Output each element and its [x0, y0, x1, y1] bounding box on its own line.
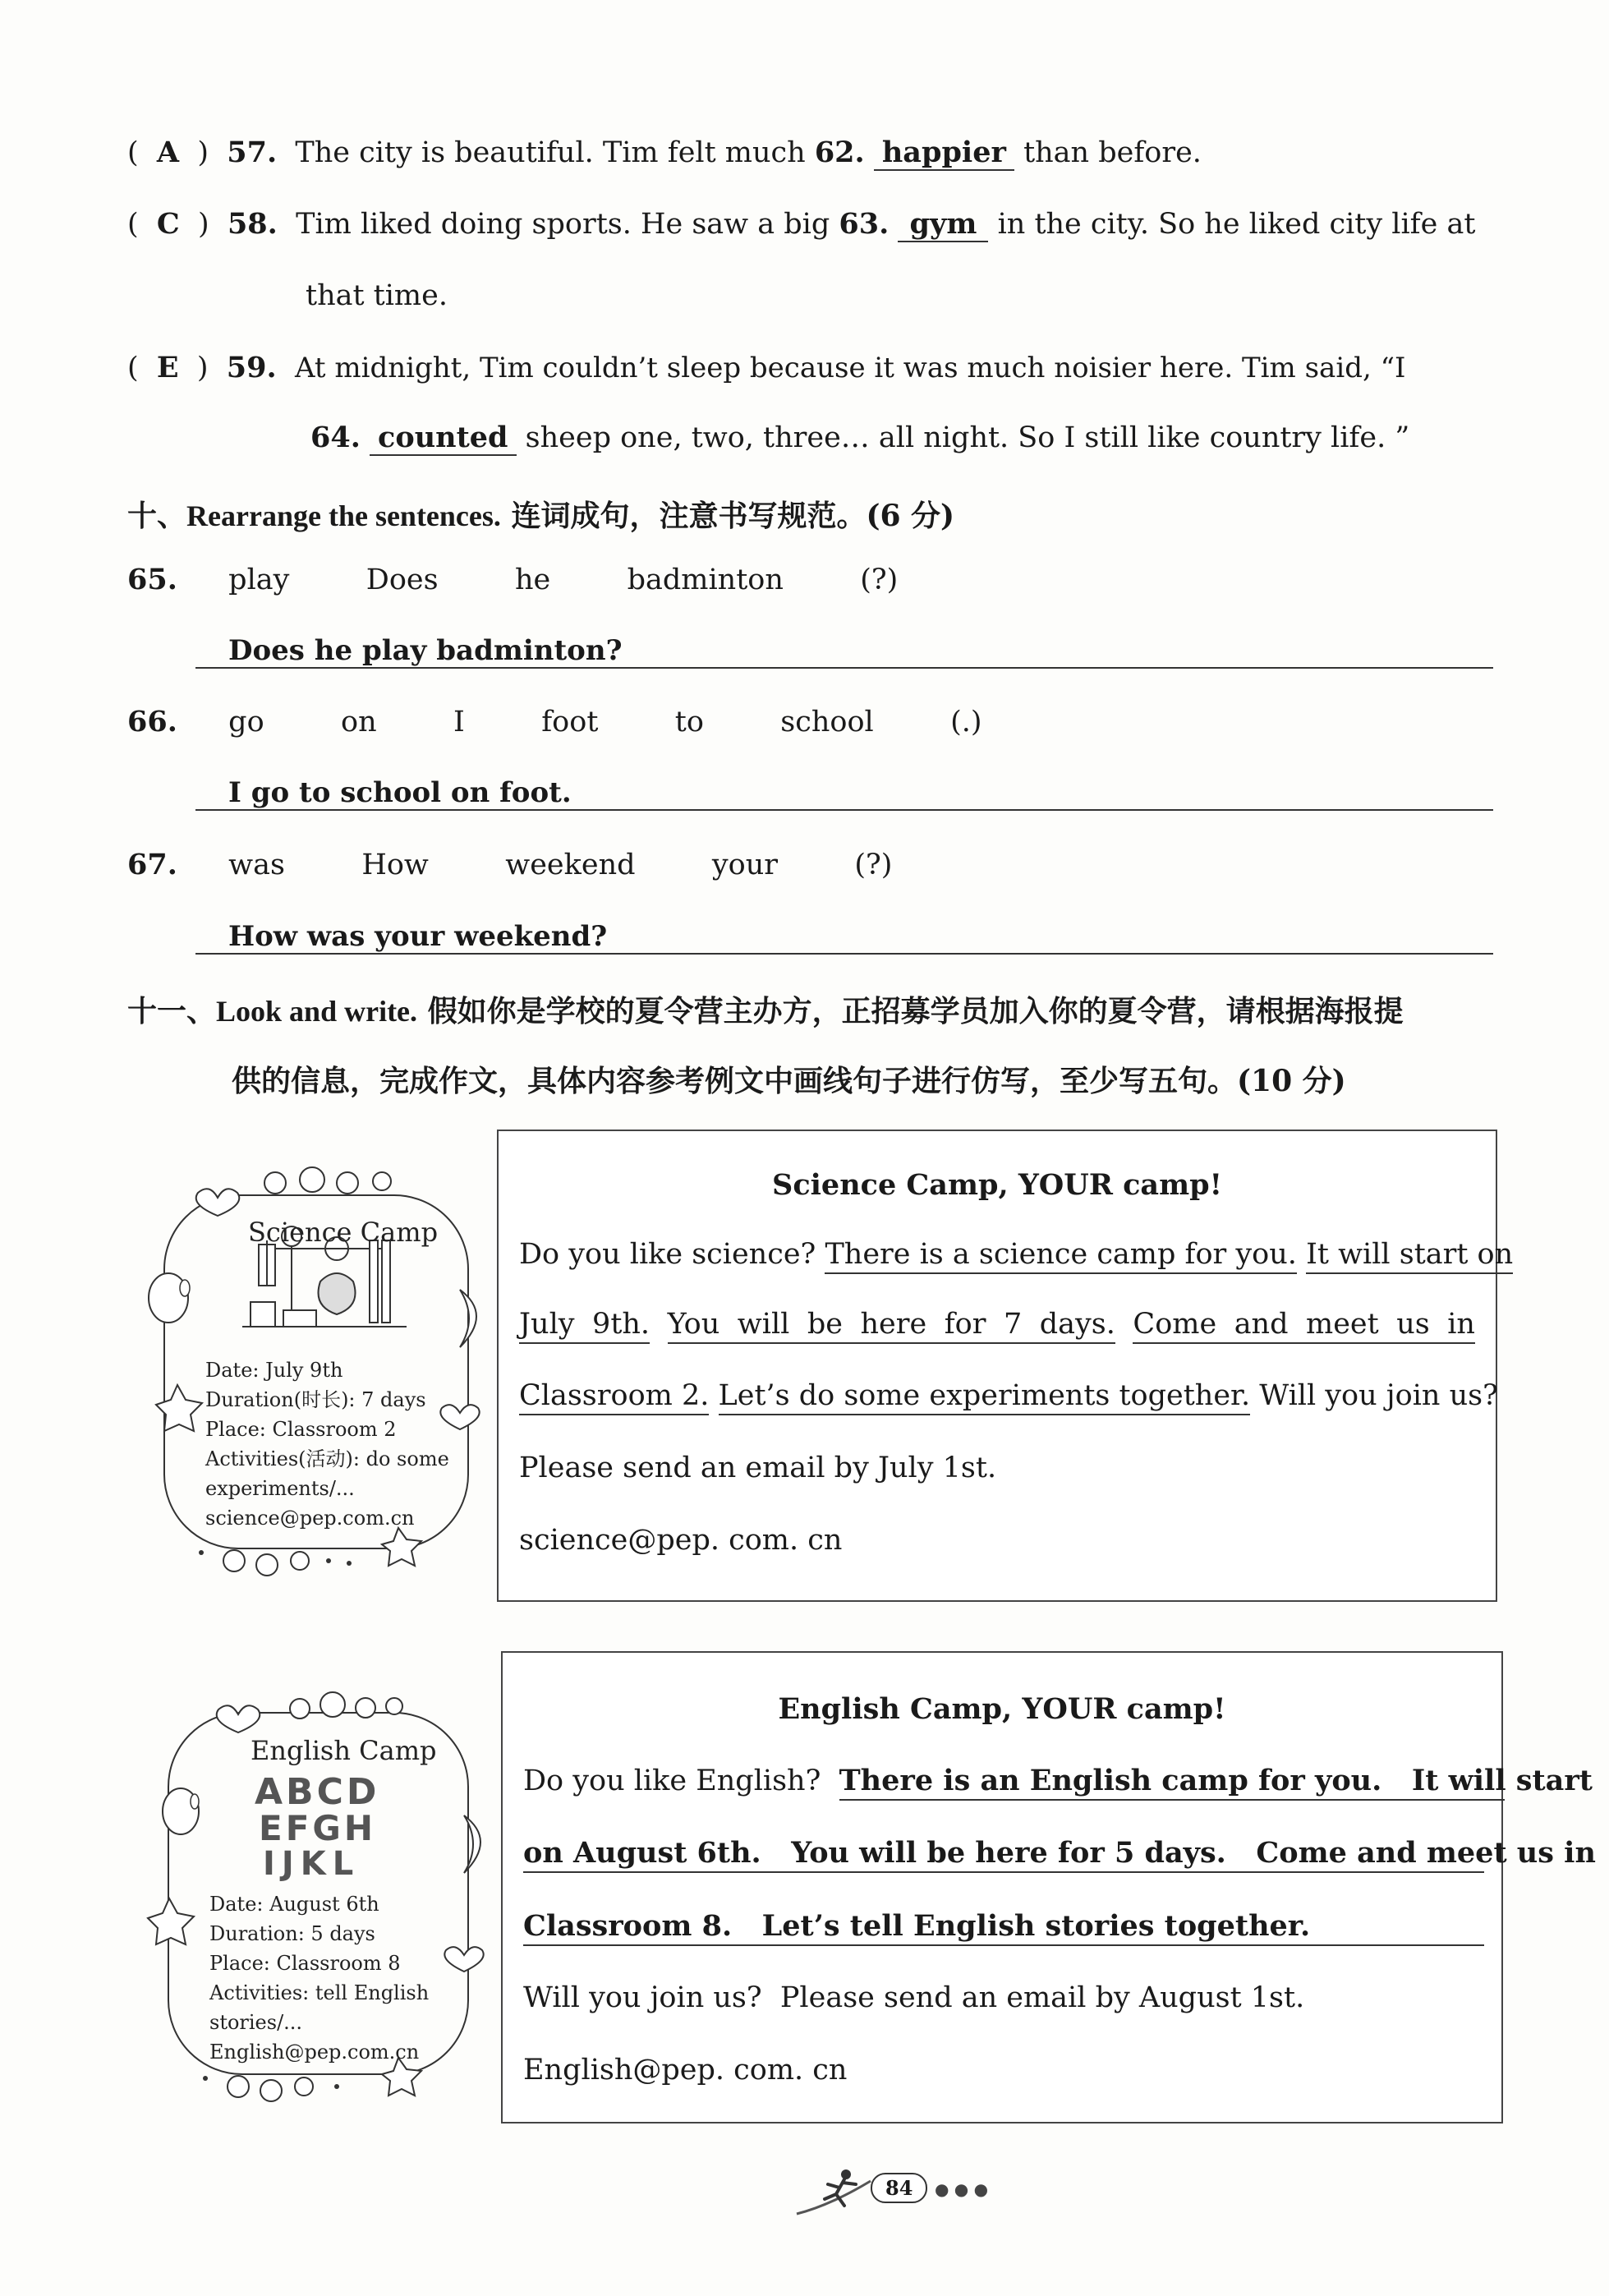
sentence-text: Tim liked doing sports. He saw a big — [296, 208, 839, 241]
section-label: 十、 — [127, 499, 187, 533]
answer-choice: C — [156, 207, 180, 241]
poster-activities-cont: stories/... — [209, 2011, 303, 2034]
section-title-en: Rearrange the sentences. — [186, 499, 501, 532]
page-footer — [788, 2165, 1002, 2222]
essay-line-5: science@pep. com. cn — [519, 1524, 843, 1557]
poster-activities: Activities: tell English — [209, 1981, 430, 2004]
poster-date: Date: July 9th — [205, 1359, 343, 1382]
sentence-text: The city is beautiful. Tim felt much — [295, 136, 815, 169]
essay-line-2: July 9th. You will be here for 7 days. Come and meet us in — [519, 1308, 1475, 1341]
item-58-continuation: that time. — [306, 279, 448, 312]
poster-activities: Activities(活动): do some — [205, 1447, 449, 1470]
question-number: 65. — [127, 563, 177, 596]
question-number: 67. — [127, 848, 177, 881]
poster-letters-row-3: IJKL — [263, 1845, 361, 1883]
poster-place: Place: Classroom 8 — [209, 1952, 401, 1975]
fill-in-answer: happier — [874, 136, 1014, 171]
poster-letters-row-1: ABCD — [255, 1771, 380, 1813]
science-camp-essay-box — [497, 1130, 1514, 1602]
science-camp-poster — [136, 1150, 497, 1594]
essay-line-3: Classroom 2. Let’s do some experiments together. Will you join us? — [519, 1379, 1475, 1412]
blank-number: 63. — [839, 207, 890, 241]
question-number: 59. — [226, 351, 277, 384]
essay-title: English Camp, YOUR camp! — [778, 1692, 1226, 1726]
item-57: ( A ) 57. The city is beautiful. Tim felt much 62. happier than before. — [127, 136, 1202, 169]
scrambled-words: was How weekend your (?) — [228, 849, 893, 881]
blank-number: 64. — [310, 421, 361, 454]
question-66 — [127, 705, 982, 738]
fill-in-answer: gym — [898, 207, 988, 242]
section-11-heading — [127, 988, 1404, 1030]
question-67 — [127, 848, 892, 881]
question-number: 58. — [227, 207, 278, 241]
item-58: ( C ) 58. Tim liked doing sports. He saw a big 63. gym in the city. So he liked city life at — [127, 207, 1476, 241]
sentence-text-after: than before. — [1023, 136, 1202, 169]
essay-line-4: Please send an email by July 1st. — [519, 1452, 997, 1484]
answer-choice: A — [156, 136, 180, 169]
essay-line-4: Will you join us? Please send an email by August 1st. — [523, 1981, 1305, 2014]
scrambled-words: play Does he badminton (?) — [228, 564, 899, 596]
sentence-text-after: sheep one, two, three… all night. So I still like country life. ” — [525, 421, 1410, 454]
section-title-cn: 假如你是学校的夏令营主办方，正招募学员加入你的夏令营，请根据海报提 — [417, 994, 1404, 1028]
poster-activities-cont: experiments/... — [205, 1477, 355, 1500]
item-59: ( E ) 59. At midnight, Tim couldn’t sleep because it was much noisier here. Tim said, “I — [127, 351, 1406, 384]
footer-dots: ● ● ● — [935, 2179, 989, 2199]
poster-email: English@pep.com.cn — [209, 2041, 420, 2064]
essay-line-3: Classroom 8. Let’s tell English stories together. — [523, 1909, 1481, 1946]
poster-title: English Camp — [251, 1735, 437, 1766]
section-title-en: Look and write. — [216, 995, 418, 1028]
answer-line — [195, 667, 1493, 669]
answer-66: I go to school on foot. — [228, 776, 572, 809]
essay-line-1: Do you like science? There is a science camp for you. It will start on — [519, 1238, 1475, 1271]
question-number: 66. — [127, 705, 177, 738]
english-camp-essay-box — [501, 1651, 1596, 2123]
section-10-heading — [127, 493, 954, 535]
sentence-text-after: in the city. So he liked city life at — [997, 208, 1476, 241]
page-number: 84 — [871, 2173, 927, 2203]
sentence-text: At midnight, Tim couldn’t sleep because it was much noisier here. Tim said, “I — [294, 352, 1406, 384]
essay-title: Science Camp, YOUR camp! — [772, 1168, 1222, 1202]
scrambled-words: go on I foot to school (.) — [228, 706, 982, 738]
poster-duration: Duration: 5 days — [209, 1922, 375, 1945]
poster-place: Place: Classroom 2 — [205, 1418, 397, 1441]
poster-letters-row-2: EFGH — [259, 1808, 377, 1848]
running-figure-icon — [788, 2165, 879, 2222]
answer-line — [195, 953, 1493, 955]
section-title-cn: 连词成句，注意书写规范。(6 分) — [500, 499, 955, 533]
fill-in-answer: counted — [370, 421, 516, 456]
answer-choice: E — [156, 351, 179, 384]
answer-line — [195, 809, 1493, 811]
essay-line-2: on August 6th. You will be here for 5 days. Come and meet us in — [523, 1836, 1481, 1873]
english-camp-poster — [136, 1672, 497, 2115]
question-number: 57. — [227, 136, 278, 169]
blank-number: 62. — [814, 136, 865, 169]
item-59-continuation — [310, 421, 1409, 456]
essay-line-5: English@pep. com. cn — [523, 2054, 848, 2087]
answer-65: Does he play badminton? — [228, 634, 623, 667]
poster-duration: Duration(时长): 7 days — [205, 1388, 426, 1411]
poster-title: Science Camp — [248, 1217, 439, 1248]
poster-date: Date: August 6th — [209, 1893, 379, 1916]
essay-line-1: Do you like English? There is an English camp for you. It will start — [523, 1764, 1481, 1801]
section-label: 十一、 — [127, 994, 217, 1028]
question-65 — [127, 563, 898, 596]
section-11-heading-line2: 供的信息，完成作文，具体内容参考例文中画线句子进行仿写，至少写五句。(10 分) — [232, 1064, 1346, 1098]
poster-email: science@pep.com.cn — [205, 1507, 415, 1530]
answer-67: How was your weekend? — [228, 920, 608, 953]
